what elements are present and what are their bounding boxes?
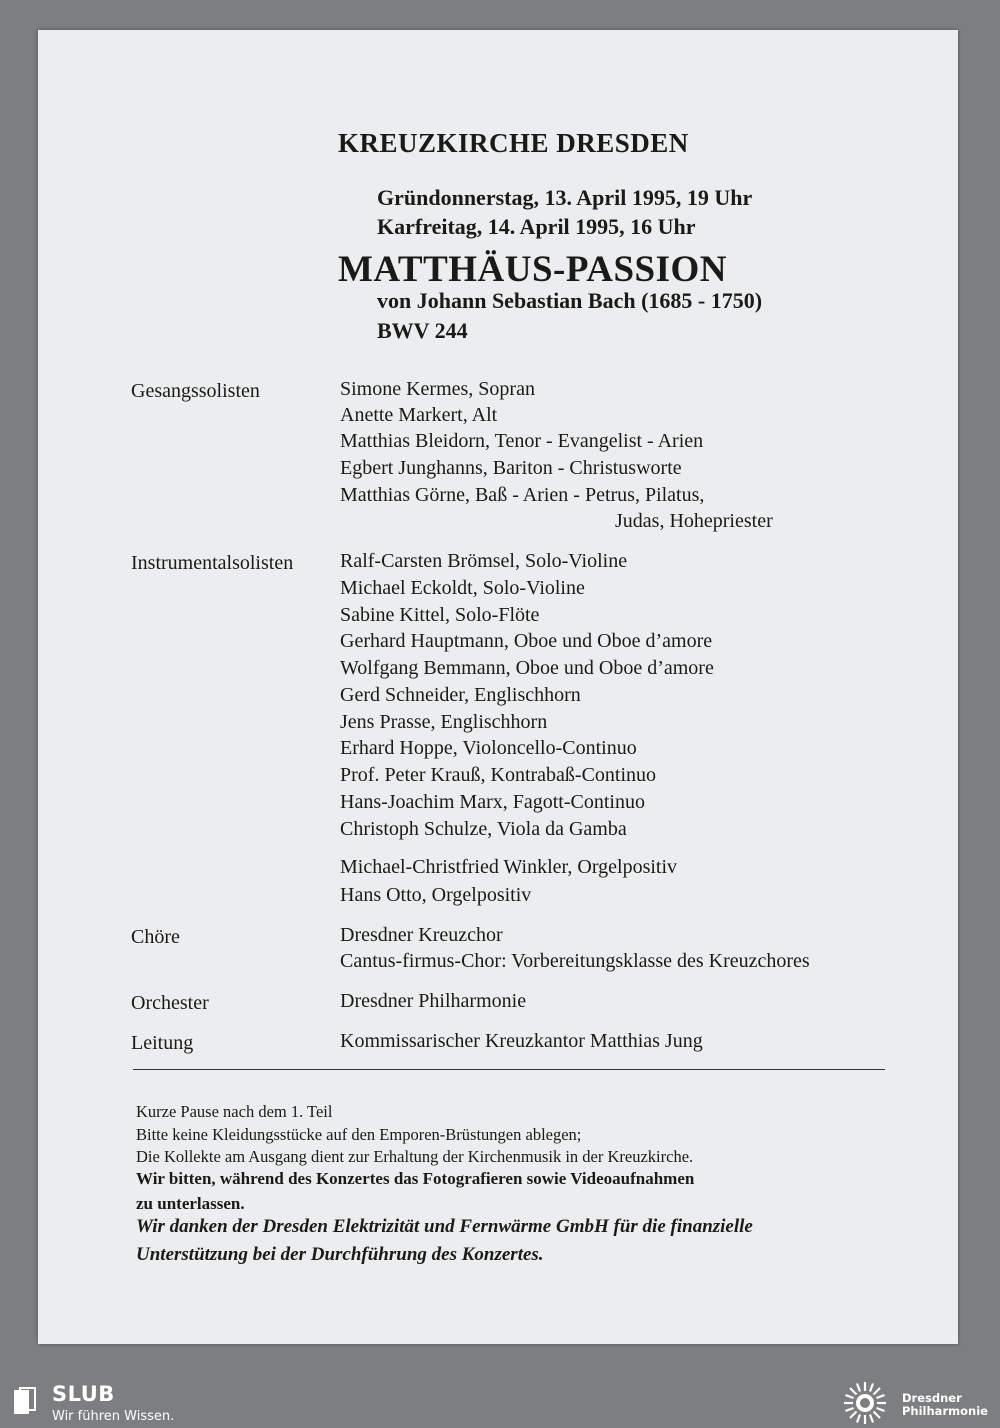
performer-line: Hans-Joachim Marx, Fagott-Continuo — [340, 791, 645, 813]
divider — [133, 1069, 885, 1070]
performer-line: Jens Prasse, Englischhorn — [340, 711, 548, 733]
library-name: SLUB — [52, 1382, 115, 1406]
library-tagline: Wir führen Wissen. — [52, 1409, 175, 1424]
performer-line: Kommissarischer Kreuzkantor Matthias Jung — [340, 1030, 703, 1052]
catalog-number: BWV 244 — [377, 318, 468, 343]
footer-bar — [0, 1378, 1000, 1428]
performer-line: Dresdner Kreuzchor — [340, 924, 503, 946]
performer-line: Matthias Bleidorn, Tenor - Evangelist - Arien — [340, 430, 704, 452]
performer-line: Hans Otto, Orgelpositiv — [340, 884, 532, 906]
note-line: Bitte keine Kleidungsstücke auf den Emporen-Brüstungen ablegen; — [136, 1125, 582, 1144]
note-line-bold: Wir bitten, während des Konzertes das Fotografieren sowie Videoaufnahmen — [136, 1169, 695, 1188]
performer-line-continued: Judas, Hohepriester — [615, 510, 773, 532]
section-label-orchester: Orchester — [131, 992, 209, 1014]
performer-line: Ralf-Carsten Brömsel, Solo-Violine — [340, 550, 628, 572]
performer-line: Sabine Kittel, Solo-Flöte — [340, 604, 540, 626]
performer-line: Gerhard Hauptmann, Oboe und Oboe d’amore — [340, 630, 713, 652]
performer-line: Egbert Junghanns, Bariton - Christusworte — [340, 457, 682, 479]
performer-line: Christoph Schulze, Viola da Gamba — [340, 818, 627, 840]
performer-line: Matthias Görne, Baß - Arien - Petrus, Pilatus, — [340, 484, 705, 506]
performer-line: Anette Markert, Alt — [340, 404, 498, 426]
section-label-gesangssolisten: Gesangssolisten — [131, 380, 260, 402]
performer-line: Gerd Schneider, Englischhorn — [340, 684, 581, 706]
program-sheet — [38, 30, 958, 1344]
section-label-leitung: Leitung — [131, 1032, 194, 1054]
sponsor-line: Unterstützung bei der Durchführung des Konzertes. — [136, 1244, 544, 1265]
section-label-instrumentalsolisten: Instrumentalsolisten — [131, 552, 294, 574]
partner-name — [902, 1392, 988, 1418]
performer-line: Prof. Peter Krauß, Kontrabaß-Continuo — [340, 764, 657, 786]
philharmonie-logo-icon — [842, 1380, 888, 1426]
performer-line: Cantus-firmus-Chor: Vorbereitungsklasse des Kreuzchores — [340, 950, 810, 972]
work-title: MATTHÄUS-PASSION — [338, 249, 728, 290]
performer-line: Simone Kermes, Sopran — [340, 378, 535, 400]
date-line-1: Gründonnerstag, 13. April 1995, 19 Uhr — [377, 185, 753, 210]
church-name: KREUZKIRCHE DRESDEN — [338, 128, 689, 158]
note-line-bold: zu unterlassen. — [136, 1194, 245, 1213]
performer-line: Michael Eckoldt, Solo-Violine — [340, 577, 585, 599]
partner-name-line: Dresdner — [902, 1391, 962, 1405]
performer-line: Erhard Hoppe, Violoncello-Continuo — [340, 737, 637, 759]
date-line-2: Karfreitag, 14. April 1995, 16 Uhr — [377, 214, 696, 239]
performer-line: Dresdner Philharmonie — [340, 990, 527, 1012]
slub-logo-icon — [12, 1386, 38, 1416]
composer-line: von Johann Sebastian Bach (1685 - 1750) — [377, 288, 763, 313]
performer-line: Wolfgang Bemmann, Oboe und Oboe d’amore — [340, 657, 714, 679]
section-label-choere: Chöre — [131, 926, 180, 948]
partner-name-line: Philharmonie — [902, 1404, 988, 1418]
sponsor-line: Wir danken der Dresden Elektrizität und Fernwärme GmbH für die finanzielle — [136, 1216, 753, 1237]
note-line: Die Kollekte am Ausgang dient zur Erhaltung der Kirchenmusik in der Kreuzkirche. — [136, 1147, 694, 1166]
note-line: Kurze Pause nach dem 1. Teil — [136, 1102, 333, 1121]
performer-line: Michael-Christfried Winkler, Orgelpositiv — [340, 856, 678, 878]
